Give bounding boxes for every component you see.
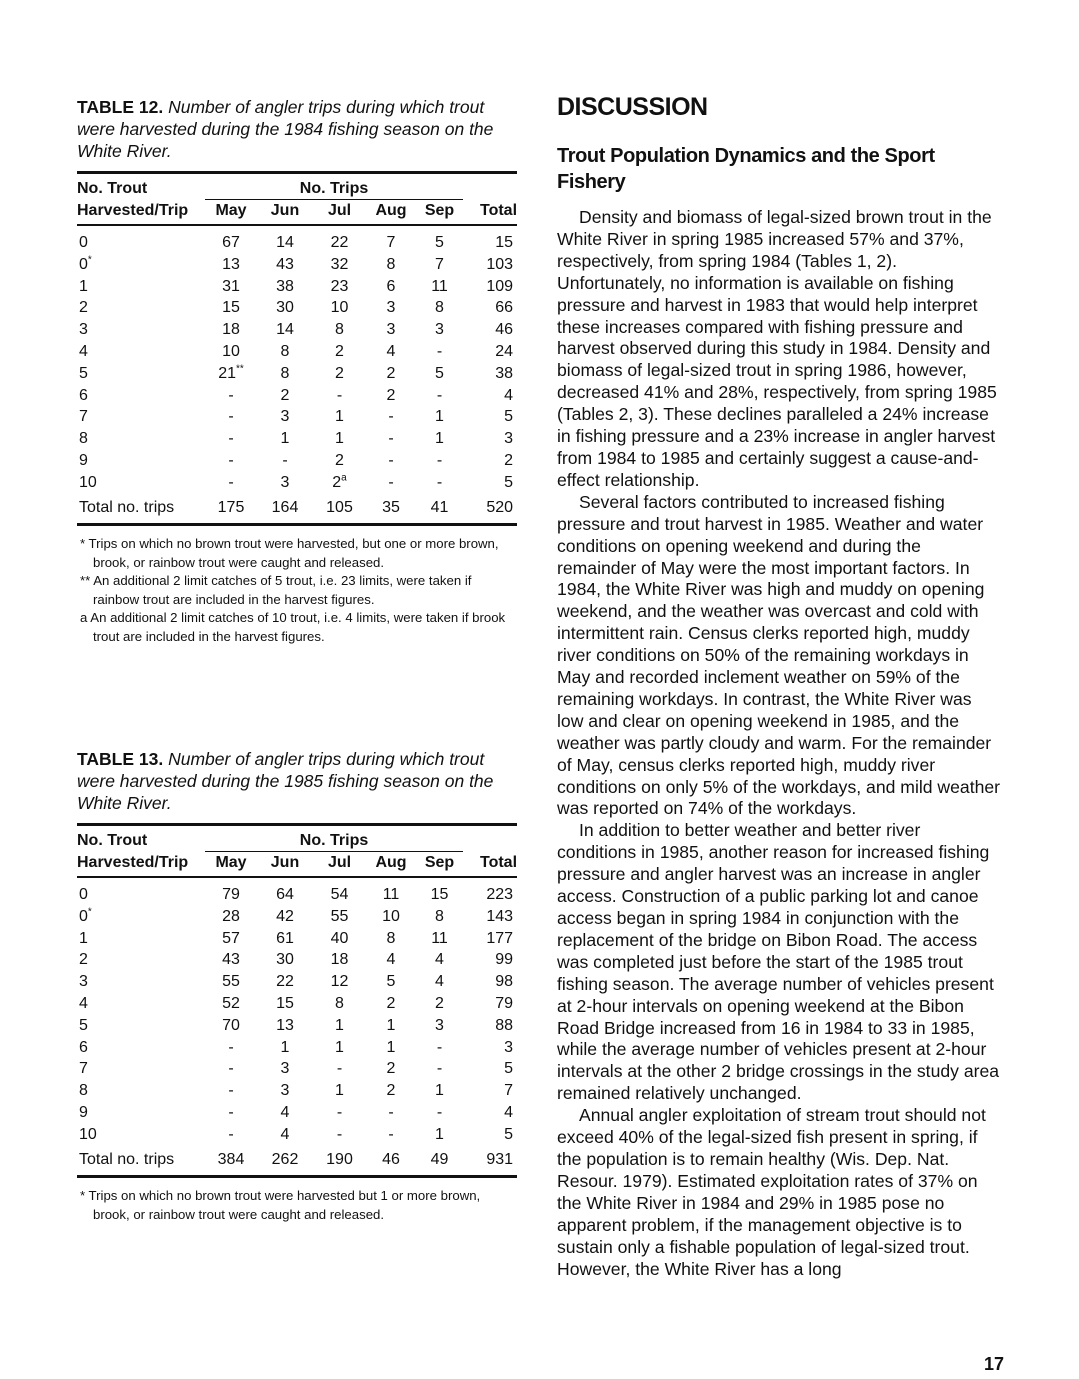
table-cell: 1	[335, 1016, 344, 1034]
table-row	[77, 254, 517, 276]
table-row	[77, 450, 517, 472]
table-cell: 5	[435, 234, 444, 251]
table-cell: 55	[330, 907, 349, 925]
table-row	[77, 428, 517, 450]
table-cell: 35	[366, 494, 416, 525]
row-total: 103	[486, 255, 514, 273]
row-total: 3	[504, 1038, 514, 1056]
table-row	[77, 225, 517, 254]
row-label: 10	[79, 1125, 97, 1143]
table-cell: 55	[222, 973, 240, 991]
row-label: 2	[79, 299, 88, 317]
month-header: Sep	[416, 200, 463, 226]
table-cell: 4	[280, 1125, 290, 1143]
table-cell: 41	[416, 494, 463, 525]
table-cell: 3	[280, 1060, 290, 1078]
table-cell: 2	[386, 386, 396, 404]
table-cell: 1	[386, 1016, 396, 1034]
discussion-section	[557, 91, 1001, 1280]
table-cell: 3	[280, 1082, 290, 1100]
row-total: 5	[504, 1125, 514, 1143]
table-cell: 4	[386, 951, 396, 969]
table-cell: 2	[386, 1082, 396, 1100]
table-cell: 2	[435, 994, 444, 1012]
table-cell: 1	[386, 1038, 396, 1056]
row-label: 4	[79, 994, 88, 1012]
table-row	[77, 385, 517, 407]
table-cell: 31	[222, 277, 240, 295]
table-row	[77, 363, 517, 385]
table-cell: 4	[386, 342, 396, 360]
table-row	[77, 1037, 517, 1059]
table-row	[77, 877, 517, 906]
table-cell: 1	[435, 430, 444, 448]
row-total: 66	[495, 299, 514, 317]
table-cell: 7	[435, 255, 444, 273]
table-cell: 2	[280, 386, 290, 404]
table-cell: 10	[222, 342, 240, 360]
row-label: 6	[79, 386, 88, 404]
row-label: 8	[79, 430, 88, 448]
table-cell: 1	[280, 1038, 290, 1056]
table-row	[77, 928, 517, 950]
row-total: 4	[504, 1103, 514, 1121]
table-cell: -	[228, 1082, 234, 1100]
table-cell: 15	[430, 886, 449, 903]
table-row	[77, 297, 517, 319]
table-cell: -	[436, 1060, 443, 1078]
table-cell: -	[336, 1103, 343, 1121]
grand-total: 520	[463, 494, 517, 525]
table-cell: 1	[280, 430, 290, 448]
row-total: 143	[486, 907, 514, 925]
row-label: 1	[79, 929, 88, 947]
table-cell: 57	[222, 929, 240, 947]
row-label: 5	[79, 1016, 88, 1034]
table-cell: 4	[435, 973, 444, 991]
row-total: 5	[504, 408, 514, 426]
table-cell: 38	[276, 277, 294, 295]
table-cell: 175	[205, 494, 257, 525]
row-label: 0	[79, 234, 88, 251]
row-label: 0*	[79, 254, 92, 273]
table-cell: -	[436, 342, 443, 360]
table-cell: 2	[386, 994, 396, 1012]
table-cell: -	[228, 1060, 234, 1078]
row-label: Total no. trips	[77, 1146, 205, 1177]
table-cell: 30	[276, 951, 294, 969]
table-cell: 7	[386, 234, 396, 251]
row-label: 1	[79, 277, 88, 295]
table-cell: 164	[257, 494, 313, 525]
table-cell: 18	[222, 321, 240, 339]
row-label: 3	[79, 321, 88, 339]
table-cell: 28	[222, 907, 240, 925]
month-header: Jun	[257, 852, 313, 878]
row-total: 46	[495, 321, 514, 339]
table-13	[77, 748, 517, 1224]
row-label: 9	[79, 1103, 88, 1121]
month-header: Jul	[313, 852, 366, 878]
table-cell: 6	[386, 277, 396, 295]
table-cell: -	[436, 1038, 443, 1056]
table-cell: -	[228, 1125, 234, 1143]
table-row	[77, 1058, 517, 1080]
table-cell: -	[228, 408, 234, 426]
row-total: 3	[504, 430, 514, 448]
table-cell: 1	[335, 408, 344, 426]
table-note: a An additional 2 limit catches of 10 trout, i.e. 4 limits, were taken if brook trout are included in the harvest figures.	[80, 610, 506, 644]
table-cell: 11	[382, 886, 400, 903]
table-cell: 2$^a$	[332, 472, 347, 491]
table-cell: 2	[335, 364, 344, 382]
group-header: No. Trips	[205, 173, 463, 200]
table-cell: -	[228, 473, 234, 491]
table-row	[77, 906, 517, 928]
table-cell: 32	[330, 255, 349, 273]
table-cell: 1	[435, 1125, 444, 1143]
table-13-body	[77, 877, 517, 1177]
table-cell: -	[336, 1125, 343, 1143]
table-note: ** An additional 2 limit catches of 5 trout, i.e. 23 limits, were taken if rainbow trout are included in the harvest figures.	[80, 573, 472, 607]
table-cell: 43	[222, 951, 240, 969]
stub-header: Harvested/Trip	[77, 852, 205, 878]
table-cell: 52	[222, 994, 240, 1012]
table-cell: 49	[416, 1146, 463, 1177]
table-cell: 54	[330, 886, 349, 903]
table-cell: 43	[276, 255, 294, 273]
table-cell: 42	[276, 907, 294, 925]
table-cell: 1	[335, 1038, 344, 1056]
row-total: 79	[495, 994, 514, 1012]
month-header: Jul	[313, 200, 366, 226]
table-cell: 2	[335, 342, 344, 360]
table-cell: -	[228, 1103, 234, 1121]
table-cell: 64	[276, 886, 294, 903]
row-total: 4	[504, 386, 514, 404]
row-label: 0	[79, 886, 88, 903]
table-cell: 21**	[218, 363, 244, 382]
row-label: 2	[79, 951, 88, 969]
table-cell: 23	[330, 277, 349, 295]
table-cell: 3	[280, 408, 290, 426]
row-label: 4	[79, 342, 88, 360]
body-paragraph: Density and biomass of legal-sized brown trout in the White River in spring 1985 increased 57% and 37%, respectively, from spring 1984 (Tables 1, 2). Unfortunately, no information is available on fishing pressure and harvest in 1983 that would help interpret these increases compared with fishing pressure and harvest observed during this study in 1984. Density and biomass of legal-sized trout in spring 1986, however, decreased 41% and 28%, respectively, from spring 1985 (Tables 2, 3). These declines paralleled a 24% increase in fishing pressure and a 23% increase in angler harvest from 1984 to 1985 and certainly suggest a cause-and-effect relationship.	[557, 207, 997, 490]
table-cell: -	[336, 1060, 343, 1078]
table-cell: 1	[435, 408, 444, 426]
body-paragraph: Several factors contributed to increased fishing pressure and trout harvest in 1985. Weather and water conditions on opening weekend and during the remainder of May were the most important factors. In 1984, the White River was high and muddy on opening weekend, and the weather was overcast and cold with intermittent rain. Census clerks reported high, muddy river conditions on 50% of the remaining workdays in May and recorded inclement weather on 59% of the remaining workdays. In contrast, the White River was low and clear on opening weekend in 1985, and the weather was partly cloudy and warm. For the remainder of May, census clerks reported high, muddy river conditions on only 5% of the workdays, and mild weather was reported on 74% of the workdays.	[557, 491, 1001, 819]
row-total: 88	[495, 1016, 514, 1034]
row-label: 0*	[79, 906, 92, 925]
month-header: Aug	[366, 852, 416, 878]
table-cell: 8	[435, 299, 444, 317]
row-total: 99	[495, 951, 514, 969]
row-total: 7	[504, 1082, 514, 1100]
table-cell: 15	[222, 299, 240, 317]
table-cell: 13	[222, 255, 240, 273]
table-cell: -	[436, 386, 443, 404]
table-cell: 15	[276, 994, 294, 1012]
table-cell: 18	[330, 951, 349, 969]
table-row	[77, 1124, 517, 1146]
section-heading: DISCUSSION	[557, 93, 708, 121]
table-cell: -	[436, 473, 443, 491]
total-row	[77, 494, 517, 525]
total-row	[77, 1146, 517, 1177]
table-cell: 384	[205, 1146, 257, 1177]
body-paragraph: In addition to better weather and better river conditions in 1985, another reason for increased fishing pressure and angler harvest was an increase in angler access. Construction of a public parking lot and canoe access began in spring 1984 in conjunction with the replacement of the bridge on Bibon Road. The access was completed just before the start of the 1985 trout fishing season. The average number of vehicles present at 2-hour intervals on opening weekend at the Bibon Road Bridge increased from 16 in 1984 to 33 in 1985, while the average number of vehicles present at 2-hour intervals at the other 2 bridge crossings in the study area remained relatively unchanged.	[557, 820, 1000, 1104]
table-cell: 262	[257, 1146, 313, 1177]
table-cell: 4	[280, 1103, 290, 1121]
table-row	[77, 1015, 517, 1037]
row-total: 98	[495, 973, 514, 991]
table-cell: 30	[276, 299, 294, 317]
row-label: 10	[79, 473, 97, 491]
table-cell: 3	[435, 321, 444, 339]
table-row	[77, 1080, 517, 1102]
month-header: May	[205, 200, 257, 226]
table-cell: -	[388, 473, 394, 491]
row-total: 2	[504, 451, 514, 469]
table-cell: 22	[276, 973, 294, 991]
table-cell: 5	[386, 973, 396, 991]
table-cell: 67	[222, 234, 240, 251]
table-row	[77, 472, 517, 494]
table-cell: 11	[431, 929, 448, 947]
table-cell: 61	[276, 929, 294, 947]
table-cell: 190	[313, 1146, 366, 1177]
row-total: 109	[486, 277, 514, 295]
table-cell: 2	[335, 451, 344, 469]
table-12-caption	[77, 96, 517, 162]
row-total: 38	[495, 364, 514, 382]
stub-header: Harvested/Trip	[77, 200, 205, 226]
table-12-label: TABLE 12.	[77, 97, 164, 117]
table-12	[77, 96, 517, 646]
month-header: Jun	[257, 200, 313, 226]
row-label: 6	[79, 1038, 88, 1056]
table-cell: -	[388, 1103, 394, 1121]
section-subheading: Trout Population Dynamics and the Sport Fishery	[557, 145, 935, 193]
table-cell: 3	[435, 1016, 444, 1034]
table-cell: -	[228, 386, 234, 404]
table-row	[77, 341, 517, 363]
table-cell: -	[388, 408, 394, 426]
table-cell: 8	[280, 364, 290, 382]
table-13-caption-text: Number of angler trips during which trout were harvested during the 1985 fishing season on the White River.	[77, 749, 494, 813]
table-cell: -	[436, 1103, 443, 1121]
table-cell: 46	[366, 1146, 416, 1177]
row-label: 3	[79, 973, 88, 991]
table-note: * Trips on which no brown trout were harvested, but one or more brown, brook, or rainbow trout were caught and released.	[80, 536, 499, 570]
table-cell: 22	[330, 234, 349, 251]
row-label: 5	[79, 364, 88, 382]
table-cell: 4	[435, 951, 444, 969]
table-cell: 2	[386, 364, 396, 382]
table-13-notes	[77, 1187, 517, 1224]
page-number: 17	[984, 1354, 1005, 1374]
table-cell: -	[228, 430, 234, 448]
table-cell: 3	[386, 321, 396, 339]
table-cell: -	[388, 1125, 394, 1143]
row-label: 7	[79, 1060, 88, 1078]
row-total: 5	[504, 473, 514, 491]
grand-total: 931	[463, 1146, 517, 1177]
table-cell: 8	[435, 907, 444, 925]
table-cell: -	[282, 451, 288, 469]
table-cell: 14	[276, 321, 294, 339]
row-total: 5	[504, 1060, 514, 1078]
table-cell: 1	[335, 430, 344, 448]
table-cell: 10	[382, 907, 400, 925]
table-cell: 8	[335, 321, 344, 339]
table-cell: 40	[330, 929, 349, 947]
table-cell: 14	[276, 234, 294, 251]
row-total: 223	[486, 886, 514, 903]
table-13-label: TABLE 13.	[77, 749, 164, 769]
table-cell: 3	[386, 299, 396, 317]
table-cell: 8	[280, 342, 290, 360]
table-cell: 13	[276, 1016, 294, 1034]
table-12-grid	[77, 171, 517, 526]
row-label: 9	[79, 451, 88, 469]
table-row	[77, 319, 517, 341]
table-cell: 2	[386, 1060, 396, 1078]
month-header: May	[205, 852, 257, 878]
total-header: Total	[463, 200, 517, 226]
table-row	[77, 276, 517, 298]
table-cell: -	[336, 386, 343, 404]
row-label: Total no. trips	[77, 494, 205, 525]
table-row	[77, 1102, 517, 1124]
table-row	[77, 971, 517, 993]
month-header: Aug	[366, 200, 416, 226]
row-label: 8	[79, 1082, 88, 1100]
table-cell: 79	[222, 886, 240, 903]
body-paragraph: Annual angler exploitation of stream trout should not exceed 40% of the legal-sized fish present in spring, if the population is to remain healthy (Wis. Dep. Nat. Resour. 1979). Estimated exploitation rates of 37% on the White River in 1984 and 29% in 1985 pose no apparent problem, if the management objective is to sustain only a fishable population of legal-sized trout. However, the White River has a long	[557, 1105, 986, 1279]
stub-header: No. Trout	[77, 825, 205, 852]
table-cell: 1	[335, 1082, 344, 1100]
month-header: Sep	[416, 852, 463, 878]
table-cell: 11	[431, 277, 448, 295]
table-row	[77, 949, 517, 971]
row-total: 177	[486, 929, 514, 947]
table-cell: 5	[435, 364, 444, 382]
group-header: No. Trips	[205, 825, 463, 852]
row-total: 15	[495, 234, 514, 251]
table-cell: 105	[313, 494, 366, 525]
row-total: 24	[495, 342, 514, 360]
row-label: 7	[79, 408, 88, 426]
table-12-notes	[77, 535, 517, 646]
table-cell: -	[388, 451, 394, 469]
table-cell: 8	[335, 994, 344, 1012]
table-cell: 8	[386, 929, 396, 947]
table-cell: 1	[435, 1082, 444, 1100]
stub-header: No. Trout	[77, 173, 205, 200]
table-cell: 8	[386, 255, 396, 273]
table-cell: 70	[222, 1016, 240, 1034]
table-cell: 10	[330, 299, 349, 317]
table-row	[77, 406, 517, 428]
table-cell: -	[228, 1038, 234, 1056]
table-12-caption-text: Number of angler trips during which trout were harvested during the 1984 fishing season on the White River.	[77, 97, 494, 161]
table-13-grid	[77, 823, 517, 1178]
table-cell: 12	[330, 973, 349, 991]
table-cell: 3	[280, 473, 290, 491]
total-header: Total	[463, 852, 517, 878]
table-cell: -	[388, 430, 394, 448]
table-cell: -	[228, 451, 234, 469]
table-cell: -	[436, 451, 443, 469]
table-12-body	[77, 225, 517, 525]
table-note: * Trips on which no brown trout were harvested but 1 or more brown, brook, or rainbow trout were caught and released.	[80, 1188, 481, 1222]
table-row	[77, 993, 517, 1015]
table-13-caption	[77, 748, 517, 814]
